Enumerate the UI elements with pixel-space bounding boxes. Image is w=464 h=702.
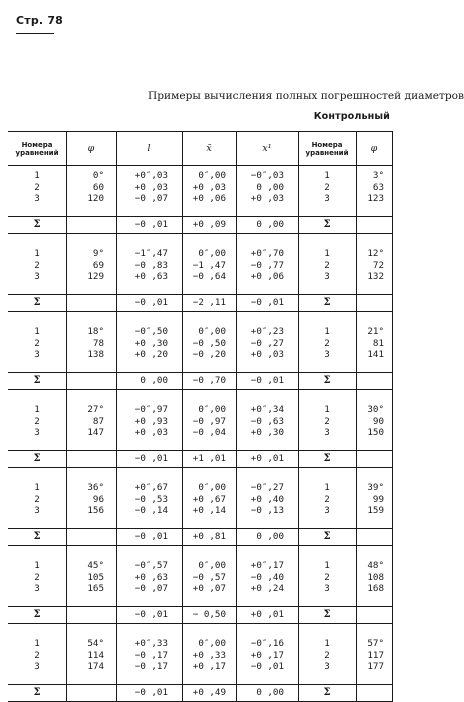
- l-values: −0″,50 +0 ,30 +0 ,20: [134, 326, 168, 360]
- column-divider: [182, 131, 183, 702]
- sum-x-bar: +0 ,09: [192, 219, 226, 230]
- equation-numbers: 1 2 3: [34, 248, 40, 282]
- sum-l: −0 ,01: [134, 297, 168, 308]
- sum-l: 0 ,00: [140, 375, 168, 386]
- sum-symbol-2: Σ: [323, 219, 331, 230]
- column-divider: [298, 131, 299, 702]
- x-bar-values: 0″,00 +0 ,67 +0 ,14: [192, 482, 226, 516]
- table-caption: Примеры вычисления полных погрешностей диаметров: [148, 90, 464, 102]
- sum-x1: +0 ,01: [250, 453, 284, 464]
- sum-l: −0 ,01: [134, 453, 168, 464]
- sum-x-bar: +0 ,49: [192, 687, 226, 698]
- x-bar-values: 0″,00 −0 ,97 −0 ,04: [192, 404, 226, 438]
- phi-values: 36° 96 156: [87, 482, 104, 516]
- column-divider: [66, 131, 67, 702]
- column-divider: [236, 131, 237, 702]
- sum-x-bar: − 0,50: [192, 609, 226, 620]
- equation-numbers-2: 1 2 3: [324, 638, 330, 672]
- l-values: +0″,67 −0 ,53 −0 ,14: [134, 482, 168, 516]
- sum-symbol-2: Σ: [323, 375, 331, 386]
- x1-values: +0″,17 −0 ,40 +0 ,24: [250, 560, 284, 594]
- x1-values: −0″,03 0 ,00 +0 ,03: [250, 170, 284, 204]
- equation-numbers-2: 1 2 3: [324, 248, 330, 282]
- header-phi: φ: [87, 142, 95, 154]
- equation-numbers-2: 1 2 3: [324, 482, 330, 516]
- errors-table: [8, 131, 392, 702]
- sum-symbol: Σ: [33, 609, 41, 620]
- equation-numbers: 1 2 3: [34, 638, 40, 672]
- sum-x1: −0 ,01: [250, 297, 284, 308]
- sum-l: −0 ,01: [134, 219, 168, 230]
- phi-values: 54° 114 174: [87, 638, 104, 672]
- sum-x1: +0 ,01: [250, 609, 284, 620]
- sum-symbol-2: Σ: [323, 687, 331, 698]
- sum-x1: 0 ,00: [256, 687, 284, 698]
- sum-l: −0 ,01: [134, 687, 168, 698]
- sum-x-bar: −0 ,70: [192, 375, 226, 386]
- phi-values: 9° 69 129: [87, 248, 104, 282]
- column-divider: [116, 131, 117, 702]
- l-values: +0″,33 −0 ,17 −0 ,17: [134, 638, 168, 672]
- sum-x-bar: +1 ,01: [192, 453, 226, 464]
- equation-numbers: 1 2 3: [34, 170, 40, 204]
- phi-values-2: 12° 72 132: [367, 248, 384, 282]
- x1-values: +0″,34 −0 ,63 +0 ,30: [250, 404, 284, 438]
- x-bar-values: 0″,00 +0 ,33 +0 ,17: [192, 638, 226, 672]
- equation-numbers-2: 1 2 3: [324, 170, 330, 204]
- sum-symbol-2: Σ: [323, 453, 331, 464]
- sum-symbol-2: Σ: [323, 531, 331, 542]
- header-l: l: [147, 142, 151, 154]
- page-number: Стр. 78: [16, 14, 64, 27]
- sum-x1: −0 ,01: [250, 375, 284, 386]
- x-bar-values: 0″,00 −1 ,47 −0 ,64: [192, 248, 226, 282]
- phi-values-2: 21° 81 141: [367, 326, 384, 360]
- equation-numbers-2: 1 2 3: [324, 326, 330, 360]
- sum-symbol: Σ: [33, 531, 41, 542]
- l-values: −0″,57 +0 ,63 −0 ,07: [134, 560, 168, 594]
- header-x-bar: x̄: [206, 142, 212, 154]
- x1-values: −0″,27 +0 ,40 −0 ,13: [250, 482, 284, 516]
- l-values: +0″,03 +0 ,03 −0 ,07: [134, 170, 168, 204]
- x-bar-values: 0″,00 +0 ,03 +0 ,06: [192, 170, 226, 204]
- sum-symbol: Σ: [33, 687, 41, 698]
- phi-values-2: 30° 90 150: [367, 404, 384, 438]
- sum-symbol: Σ: [33, 375, 41, 386]
- page-number-underline: [16, 33, 54, 34]
- sum-symbol-2: Σ: [323, 297, 331, 308]
- column-divider: [392, 131, 393, 702]
- sum-symbol: Σ: [33, 453, 41, 464]
- x1-values: +0″,23 −0 ,27 +0 ,03: [250, 326, 284, 360]
- equation-numbers: 1 2 3: [34, 560, 40, 594]
- x1-values: +0″,70 −0 ,77 +0 ,06: [250, 248, 284, 282]
- x1-values: −0″,16 +0 ,17 −0 ,01: [250, 638, 284, 672]
- sum-x1: 0 ,00: [256, 531, 284, 542]
- x-bar-values: 0″,00 −0 ,50 −0 ,20: [192, 326, 226, 360]
- equation-numbers-2: 1 2 3: [324, 404, 330, 438]
- phi-values-2: 48° 108 168: [367, 560, 384, 594]
- header-eq-num-2: Номера уравнений: [305, 140, 349, 157]
- phi-values-2: 3° 63 123: [367, 170, 384, 204]
- phi-values: 45° 105 165: [87, 560, 104, 594]
- phi-values: 0° 60 120: [87, 170, 104, 204]
- x-bar-values: 0″,00 −0 ,57 +0 ,07: [192, 560, 226, 594]
- l-values: −0″,97 +0 ,93 +0 ,03: [134, 404, 168, 438]
- sum-x1: 0 ,00: [256, 219, 284, 230]
- sum-x-bar: +0 ,81: [192, 531, 226, 542]
- header-x1: x¹: [262, 142, 272, 154]
- sum-symbol: Σ: [33, 297, 41, 308]
- section-title: Контрольный: [313, 111, 390, 122]
- sum-symbol: Σ: [33, 219, 41, 230]
- column-divider: [356, 131, 357, 702]
- header-eq-num: Номера уравнений: [15, 140, 59, 157]
- phi-values: 18° 78 138: [87, 326, 104, 360]
- l-values: −1″,47 −0 ,83 +0 ,63: [134, 248, 168, 282]
- sum-l: −0 ,01: [134, 531, 168, 542]
- equation-numbers: 1 2 3: [34, 404, 40, 438]
- header-phi-2: φ: [370, 142, 378, 154]
- sum-symbol-2: Σ: [323, 609, 331, 620]
- phi-values-2: 39° 99 159: [367, 482, 384, 516]
- equation-numbers: 1 2 3: [34, 482, 40, 516]
- equation-numbers: 1 2 3: [34, 326, 40, 360]
- phi-values: 27° 87 147: [87, 404, 104, 438]
- sum-l: −0 ,01: [134, 609, 168, 620]
- equation-numbers-2: 1 2 3: [324, 560, 330, 594]
- phi-values-2: 57° 117 177: [367, 638, 384, 672]
- sum-x-bar: −2 ,11: [192, 297, 226, 308]
